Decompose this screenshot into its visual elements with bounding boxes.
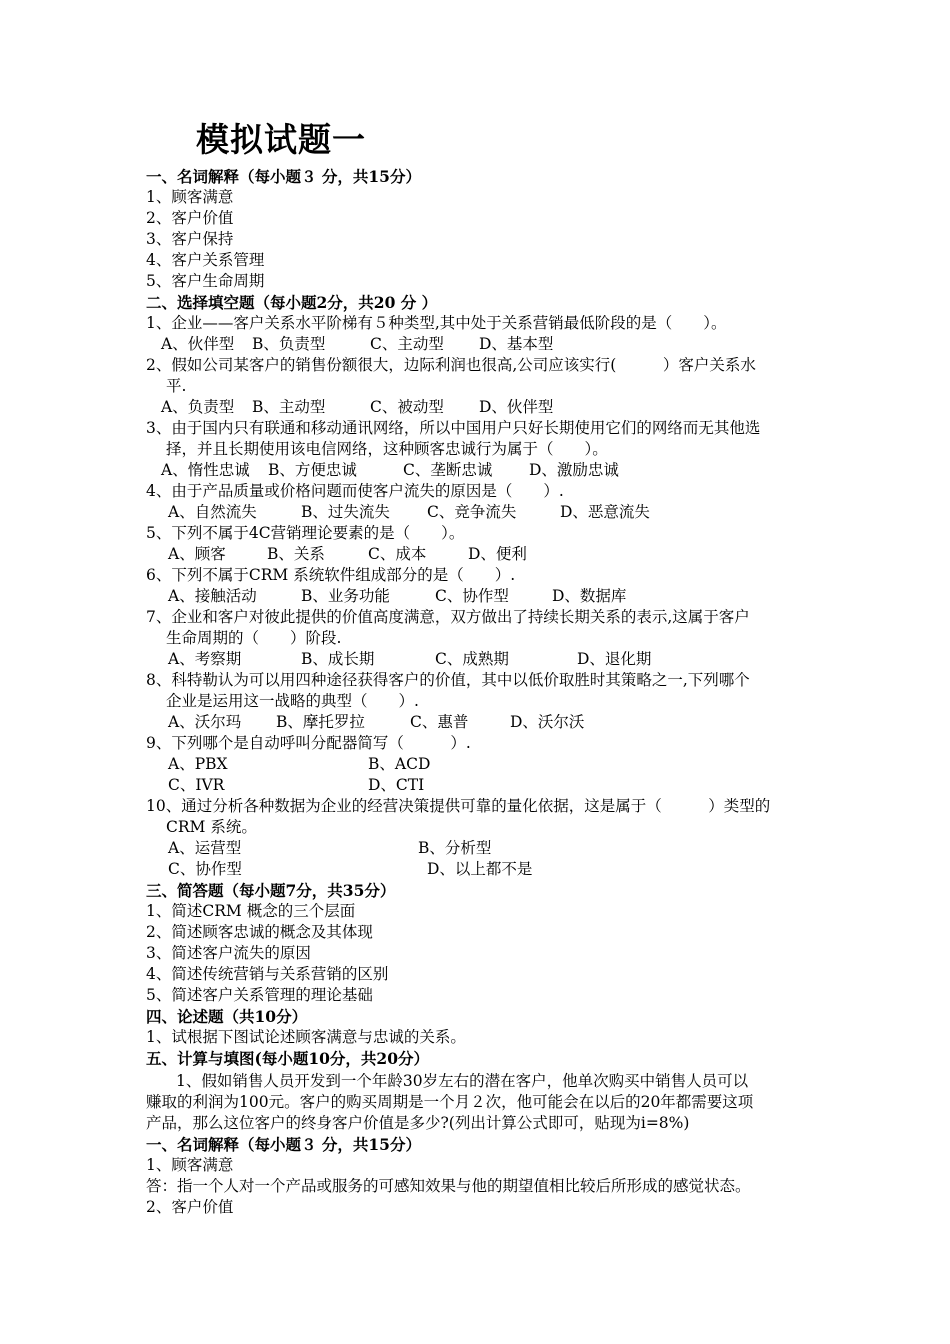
option-a: A、考察期	[168, 650, 242, 668]
option-b: B、主动型	[252, 398, 326, 416]
option-c: C、被动型	[370, 398, 444, 416]
question-3-stem-cont: 择，并且长期使用该电信网络，这种顾客忠诚行为属于（ ）。	[166, 440, 608, 458]
option-d: D、便利	[468, 545, 527, 563]
option-a: A、运营型	[168, 839, 242, 857]
list-item: 2、简述顾客忠诚的概念及其体现	[146, 923, 373, 941]
option-a: A、惰性忠诚	[161, 461, 250, 479]
option-c: C、成熟期	[435, 650, 509, 668]
option-d: D、基本型	[479, 335, 554, 353]
list-item: 3、客户保持	[146, 230, 234, 248]
list-item: 5、客户生命周期	[146, 272, 265, 290]
option-b: B、过失流失	[301, 503, 390, 521]
list-item: 5、简述客户关系管理的理论基础	[146, 986, 373, 1004]
option-b: B、关系	[267, 545, 325, 563]
question-1-stem: 1、企业——客户关系水平阶梯有５种类型,其中处于关系营销最低阶段的是（ ）。	[146, 314, 727, 332]
option-c: C、成本	[368, 545, 427, 563]
option-d: D、CTI	[368, 776, 425, 794]
calc-question-line-3: 产品，那么这位客户的终身客户价值是多少?(列出计算公式即可，贴现为i=8%)	[146, 1114, 690, 1132]
question-7-stem: 7、企业和客户对彼此提供的价值高度满意，双方做出了持续长期关系的表示,这属于客户	[146, 608, 750, 626]
question-9-stem: 9、下列哪个是自动呼叫分配器简写（ ）.	[146, 734, 471, 752]
list-item: 1、顾客满意	[146, 188, 234, 206]
answer-item-title: 2、客户价值	[146, 1198, 234, 1216]
option-b: B、成长期	[301, 650, 375, 668]
option-a: A、自然流失	[168, 503, 257, 521]
question-10-stem: 10、通过分析各种数据为企业的经营决策提供可靠的量化依据，这是属于（ ）类型的	[146, 797, 771, 815]
list-item: 2、客户价值	[146, 209, 234, 227]
calc-question-line-1: 1、假如销售人员开发到一个年龄30岁左右的潜在客户，他单次购买中销售人员可以	[176, 1072, 749, 1090]
option-d: D、以上都不是	[427, 860, 533, 878]
section-1-heading: 一、名词解释（每小题３ 分，共15分）	[146, 167, 421, 186]
option-b: B、ACD	[368, 755, 431, 773]
question-10-stem-cont: CRM 系统。	[166, 818, 257, 836]
option-c: C、竞争流失	[427, 503, 517, 521]
page-title: 模拟试题一	[196, 120, 366, 159]
option-a: A、接触活动	[168, 587, 257, 605]
option-a: A、PBX	[168, 755, 228, 773]
option-c: C、IVR	[168, 776, 225, 794]
question-5-stem: 5、下列不属于4C营销理论要素的是（ ）。	[146, 524, 465, 542]
section-5-heading: 五、计算与填图(每小题10分，共20分）	[146, 1049, 429, 1068]
question-7-stem-cont: 生命周期的（ ）阶段.	[166, 629, 342, 647]
option-a: A、负责型	[161, 398, 235, 416]
section-4-heading: 四、论述题（共10分）	[146, 1007, 308, 1026]
option-c: C、协作型	[168, 860, 242, 878]
option-c: C、垄断忠诚	[403, 461, 493, 479]
list-item: 4、简述传统营销与关系营销的区别	[146, 965, 389, 983]
option-a: A、伙伴型	[161, 335, 235, 353]
section-3-heading: 三、简答题（每小题7分，共35分）	[146, 881, 396, 900]
option-b: B、分析型	[418, 839, 492, 857]
answer-section-heading: 一、名词解释（每小题３ 分，共15分）	[146, 1135, 421, 1154]
option-b: B、负责型	[252, 335, 326, 353]
option-d: D、沃尔沃	[510, 713, 585, 731]
list-item: 3、简述客户流失的原因	[146, 944, 311, 962]
option-d: D、恶意流失	[560, 503, 650, 521]
question-8-stem: 8、科特勒认为可以用四种途径获得客户的价值，其中以低价取胜时其策略之一,下列哪个	[146, 671, 750, 689]
option-a: A、沃尔玛	[168, 713, 242, 731]
option-d: D、伙伴型	[479, 398, 554, 416]
option-d: D、激励忠诚	[529, 461, 619, 479]
option-c: C、惠普	[410, 713, 469, 731]
option-b: B、方便忠诚	[268, 461, 357, 479]
option-b: B、业务功能	[301, 587, 390, 605]
option-d: D、退化期	[577, 650, 652, 668]
question-2-stem-cont: 平.	[166, 377, 187, 395]
calc-question-line-2: 赚取的利润为100元。客户的购买周期是一个月２次，他可能会在以后的20年都需要这项	[146, 1093, 754, 1111]
list-item: 4、客户关系管理	[146, 251, 265, 269]
question-6-stem: 6、下列不属于CRM 系统软件组成部分的是（ ）.	[146, 566, 516, 584]
answer-item-title: 1、顾客满意	[146, 1156, 234, 1174]
option-b: B、摩托罗拉	[276, 713, 365, 731]
question-8-stem-cont: 企业是运用这一战略的典型（ ）.	[166, 692, 419, 710]
option-c: C、主动型	[370, 335, 444, 353]
question-2-stem: 2、假如公司某客户的销售份额很大，边际利润也很高,公司应该实行( ）客户关系水	[146, 356, 756, 374]
option-c: C、协作型	[435, 587, 509, 605]
option-d: D、数据库	[552, 587, 627, 605]
list-item: 1、试根据下图试论述顾客满意与忠诚的关系。	[146, 1028, 466, 1046]
section-2-heading: 二、选择填空题（每小题2分，共20 分 ）	[146, 293, 438, 312]
answer-text: 答：指一个人对一个产品或服务的可感知效果与他的期望值相比较后所形成的感觉状态。	[146, 1177, 751, 1195]
question-4-stem: 4、由于产品质量或价格问题而使客户流失的原因是（ ）.	[146, 482, 564, 500]
option-a: A、顾客	[168, 545, 226, 563]
list-item: 1、简述CRM 概念的三个层面	[146, 902, 356, 920]
question-3-stem: 3、由于国内只有联通和移动通讯网络，所以中国用户只好长期使用它们的网络而无其他选	[146, 419, 761, 437]
